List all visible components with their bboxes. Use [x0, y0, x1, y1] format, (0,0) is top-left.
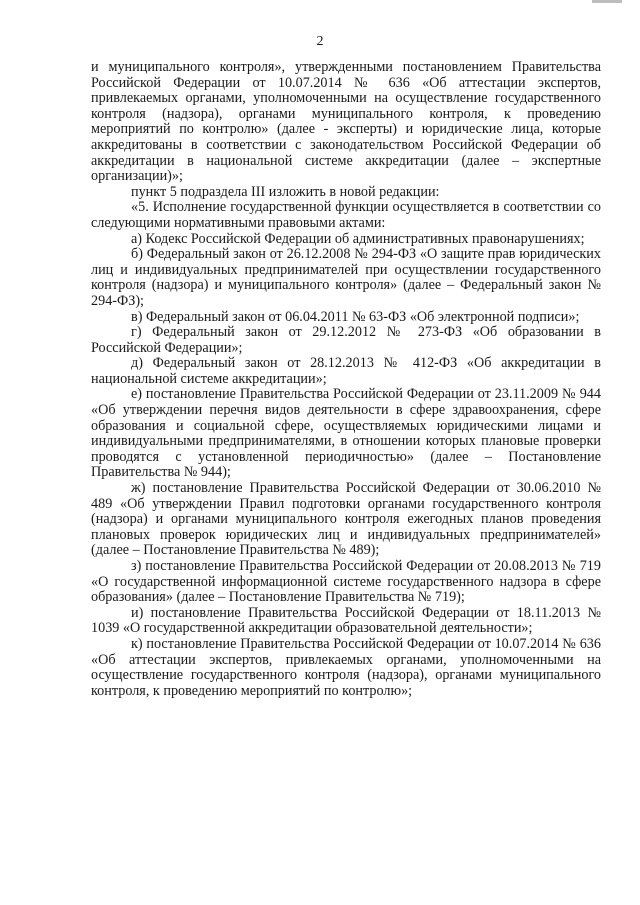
paragraph-amendment-intro: пункт 5 подраздела III изложить в новой редакции:	[131, 183, 440, 200]
scan-corner-mark	[592, 0, 622, 3]
paragraph-item-5: «5. Исполнение государственной функции осуществляется в соответствии со следующими нормативными правовыми актами:	[91, 199, 601, 231]
list-item-z: з) постановление Правительства Российской Федерации от 20.08.2013 № 719 «О государственной информационной системе государственного надзора в сфере образования» (далее – Постановление Правительства № 719);	[91, 558, 601, 606]
list-item-b: б) Федеральный закон от 26.12.2008 № 294-ФЗ «О защите прав юридических лиц и индивидуальных предпринимателей при осуществлении государственного контроля (надзора) и муниципального контроля» (далее – Федеральный закон № 294-ФЗ);	[91, 246, 601, 309]
paragraph-continuation: и муниципального контроля», утвержденными постановлением Правительства Российской Федерации от 10.07.2014 № 636 «Об аттестации экспертов, привлекаемых органами, уполномоченными на осуществление государственного контроля (надзора), органами муниципального контроля, к проведению мероприятий по контролю» (далее - эксперты) и юридические лица, которые аккредитованы в соответствии с законодательством Российской Федерации об аккредитации в национальной системе аккредитации (далее – экспертные организации)»;	[91, 59, 601, 185]
list-item-d: д) Федеральный закон от 28.12.2013 № 412-ФЗ «Об аккредитации в национальной системе аккредитации»;	[91, 355, 601, 387]
document-body	[91, 60, 601, 699]
list-item-k: к) постановление Правительства Российской Федерации от 10.07.2014 № 636 «Об аттестации экспертов, привлекаемых органами, уполномоченными на осуществление государственного контроля (надзора), органами муниципального контроля, к проведению мероприятий по контролю»;	[91, 635, 601, 699]
list-item-e: е) постановление Правительства Российской Федерации от 23.11.2009 № 944 «Об утверждении перечня видов деятельности в сфере здравоохранения, сфере образования и социальной сфере, осуществляемых юридическими лицами и индивидуальными предпринимателями, в отношении которых плановые проверки проводятся с установленной периодичностью» (далее – Постановление Правительства № 944);	[91, 386, 601, 481]
list-item-i: и) постановление Правительства Российской Федерации от 18.11.2013 № 1039 «О государственной аккредитации образовательной деятельности»;	[91, 604, 601, 637]
list-item-a: а) Кодекс Российской Федерации об административных правонарушениях;	[131, 230, 585, 247]
list-item-g: г) Федеральный закон от 29.12.2012 № 273-ФЗ «Об образовании в Российской Федерации»;	[91, 324, 601, 356]
list-item-v: в) Федеральный закон от 06.04.2011 № 63-ФЗ «Об электронной подписи»;	[131, 308, 580, 325]
list-item-zh: ж) постановление Правительства Российской Федерации от 30.06.2010 № 489 «Об утверждении Правил подготовки органами государственного контроля (надзора) и органами муниципального контроля ежегодных планов проведения плановых проверок юридических лиц и индивидуальных предпринимателей» (далее – Постановление Правительства № 489);	[91, 480, 601, 559]
page-number: 2	[316, 34, 324, 49]
